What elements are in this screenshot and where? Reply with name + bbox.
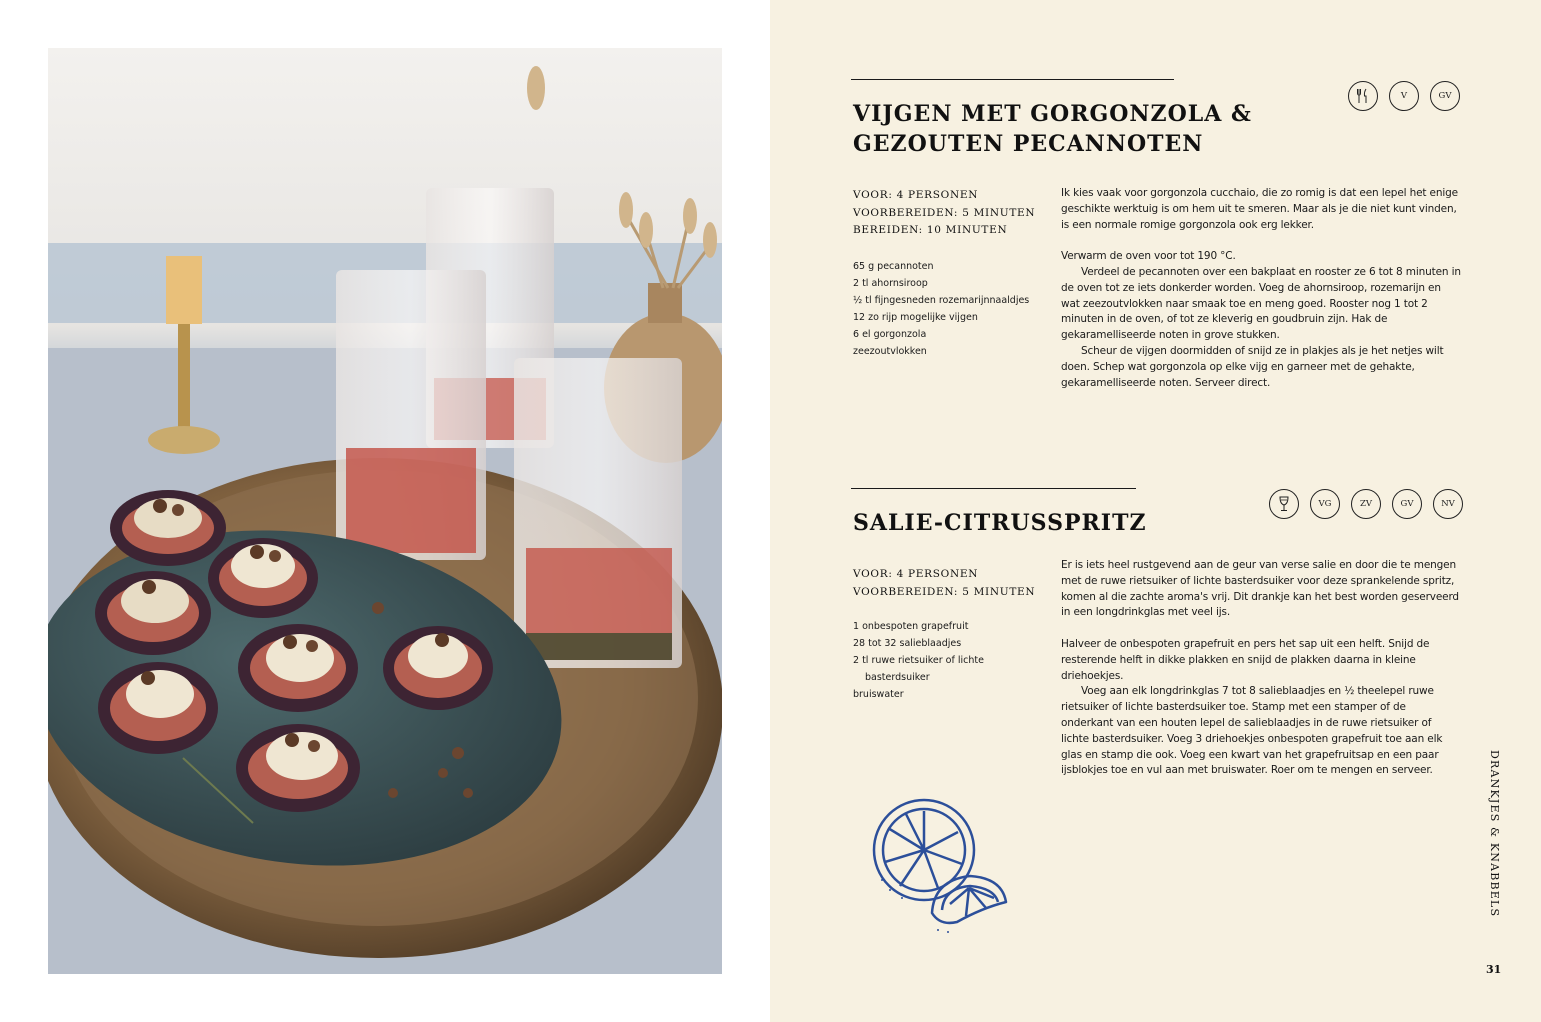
vegan-badge: VG: [1310, 489, 1340, 519]
recipe-title-line: VIJGEN MET GORGONZOLA &: [853, 101, 1252, 127]
left-page: [0, 0, 770, 1022]
ingredient: 2 tl ahornsiroop: [853, 278, 928, 289]
recipe-photo: [48, 48, 722, 974]
ingredients-list: [853, 258, 1029, 360]
recipe-title: [853, 508, 1147, 538]
diet-badges: [1348, 81, 1460, 111]
page-number: 31: [1486, 963, 1502, 976]
recipe-title-line: GEZOUTEN PECANNOTEN: [853, 131, 1204, 157]
recipe-title-line: SALIE-CITRUSSPRITZ: [853, 510, 1147, 536]
dairy-free-badge: ZV: [1351, 489, 1381, 519]
ingredient: bruiswater: [853, 689, 904, 700]
recipe-meta: [853, 566, 1035, 601]
ingredient: basterdsuiker: [865, 672, 930, 683]
recipe-instructions: [1061, 558, 1461, 779]
ingredient: 12 zo rijp mogelijke vijgen: [853, 312, 978, 323]
cook-time: BEREIDEN: 10 MINUTEN: [853, 224, 1008, 236]
ingredient: 2 tl ruwe rietsuiker of lichte: [853, 655, 984, 666]
ingredient: 6 el gorgonzola: [853, 329, 927, 340]
ingredient: 65 g pecannoten: [853, 261, 934, 272]
recipe-instructions: [1061, 186, 1461, 391]
recipe-intro: Ik kies vaak voor gorgonzola cucchaio, die zo romig is dat een lepel het enige geschikte werktuig is om hem uit te smeren. Maar als je die niet kunt vinden, is een normale romige gorgonzola ook erg lekker.: [1061, 187, 1458, 231]
cutlery-icon: [1348, 81, 1378, 111]
servings: VOOR: 4 PERSONEN: [853, 568, 979, 580]
title-rule: [851, 79, 1174, 80]
gluten-free-badge: GV: [1430, 81, 1460, 111]
figs-and-spritz-photo-illustration: [48, 48, 722, 974]
section-tab: [1485, 750, 1501, 918]
vegetarian-badge: V: [1389, 81, 1419, 111]
section-tab-label: DRANKJES & KNABBELS: [1488, 750, 1501, 918]
recipe-step: Verwarm de oven voor tot 190 °C.: [1061, 250, 1236, 263]
recipe-intro: Er is iets heel rustgevend aan de geur van verse salie en door die te mengen met de ruwe rietsuiker of lichte basterdsuiker voor deze sprankelende spritz, komen al die zachte aroma's vrij. Dit drankje kan het best worden geserveerd in een longdrinkglas met veel ijs.: [1061, 559, 1459, 619]
recipe-step: Verdeel de pecannoten over een bakplaat en rooster ze 6 tot 8 minuten in de oven tot ze iets donkerder worden. Voeg de ahornsiroop, rozemarijn en wat zeezoutvlokken naar smaak toe en meng goed. Rooster nog 1 tot 2 minuten in de oven, of tot ze kleverig en goudbruin zijn. Hak de gekaramelliseerde noten in grove stukken.: [1061, 265, 1461, 342]
servings: VOOR: 4 PERSONEN: [853, 189, 979, 201]
ingredients-list: [853, 618, 984, 703]
prep-time: VOORBEREIDEN: 5 MINUTEN: [853, 585, 1036, 598]
ingredient: ½ tl fijngesneden rozemarijnnaaldjes: [853, 295, 1030, 306]
title-rule: [851, 488, 1136, 489]
ingredient: zeezoutvlokken: [853, 346, 927, 357]
ingredient: 1 onbespoten grapefruit: [853, 621, 969, 632]
nut-free-badge: NV: [1433, 489, 1463, 519]
diet-badges: [1269, 489, 1463, 519]
recipe-step: Halveer de onbespoten grapefruit en pers het sap uit een helft. Snijd de resterende helft in dikke plakken en snijd de plakken daarna in kleine driehoekjes.: [1061, 637, 1430, 682]
ingredient: 28 tot 32 salieblaadjes: [853, 638, 962, 649]
glass-icon: [1269, 489, 1299, 519]
gluten-free-badge: GV: [1392, 489, 1422, 519]
recipe-step: Scheur de vijgen doormidden of snijd ze in plakjes als je het netjes wilt doen. Schep wat gorgonzola op elke vijg en garneer met de gehakte, gekaramelliseerde noten. Serveer direct.: [1061, 344, 1444, 389]
recipe-step: Voeg aan elk longdrinkglas 7 tot 8 salieblaadjes en ½ theelepel ruwe rietsuiker of lichte basterdsuiker toe. Stamp met een stamper of de onderkant van een houten lepel de salieblaadjes in de ruwe rietsuiker of lichte basterdsuiker. Voeg 3 driehoekjes onbespoten grapefruit toe aan elk glas en stamp die ook. Voeg een kwart van het grapefruitsap en een paar ijsblokjes toe en vul aan met bruiswater. Roer om te mengen en serveer.: [1061, 685, 1443, 777]
grapefruit-illustration: [862, 798, 1012, 938]
recipe-title: [853, 99, 1252, 159]
prep-time: VOORBEREIDEN: 5 MINUTEN: [853, 206, 1036, 219]
recipe-meta: [853, 187, 1035, 240]
